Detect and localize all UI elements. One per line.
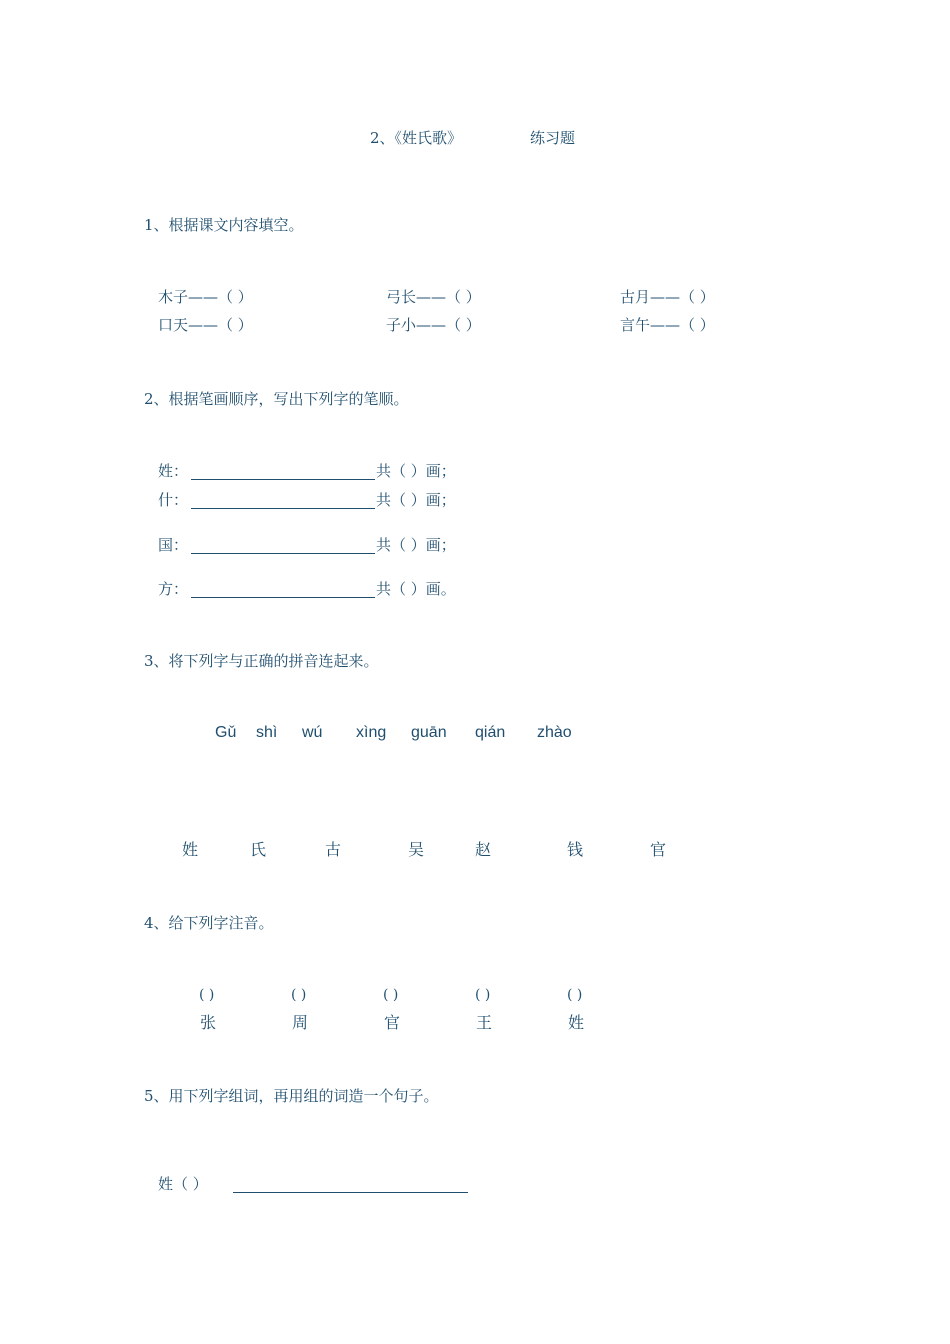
q2-row-char: 方：	[158, 580, 189, 598]
q2-row-char: 姓：	[158, 462, 189, 480]
stroke-order-blank	[191, 553, 375, 554]
q1-item: 弓长——（ ）	[386, 288, 481, 306]
q1-item: 木子——（ ）	[158, 288, 253, 306]
q2-row-tail: 共（ ）画；	[376, 462, 456, 480]
worksheet-title-suffix: 练习题	[530, 129, 576, 147]
pinyin-item: zhào	[537, 724, 572, 741]
q2-row-char: 什：	[158, 491, 189, 509]
stroke-order-blank	[191, 479, 375, 480]
pinyin-bracket: ( )	[199, 987, 215, 1003]
q2-row-tail: 共（ ）画；	[376, 491, 456, 509]
q1-item: 言午——（ ）	[620, 316, 715, 334]
match-char: 赵	[475, 840, 492, 859]
pinyin-bracket: ( )	[383, 987, 399, 1003]
q5-heading: 5、用下列字组词，再用组的词造一个句子。	[144, 1087, 439, 1105]
match-char: 姓	[182, 840, 199, 859]
sentence-blank	[233, 1192, 468, 1193]
pinyin-item: Gǔ	[215, 724, 237, 741]
annotate-char: 张	[200, 1013, 217, 1032]
q1-item: 子小——（ ）	[386, 316, 481, 334]
pinyin-bracket: ( )	[475, 987, 491, 1003]
annotate-char: 姓	[568, 1013, 585, 1032]
match-char: 古	[325, 840, 342, 859]
pinyin-item: xìng	[356, 724, 387, 741]
pinyin-bracket: ( )	[567, 987, 583, 1003]
annotate-char: 王	[476, 1013, 493, 1032]
stroke-order-blank	[191, 597, 375, 598]
pinyin-item: guān	[411, 724, 447, 741]
annotate-char: 周	[292, 1013, 309, 1032]
q1-heading: 1、根据课文内容填空。	[144, 216, 304, 234]
q3-heading: 3、将下列字与正确的拼音连起来。	[144, 652, 379, 670]
pinyin-bracket: ( )	[291, 987, 307, 1003]
stroke-order-blank	[191, 508, 375, 509]
pinyin-item: qián	[475, 724, 506, 741]
q2-row-tail: 共（ ）画；	[376, 536, 456, 554]
annotate-char: 官	[384, 1013, 401, 1032]
q2-row-char: 国：	[158, 536, 189, 554]
worksheet-title: 2、《姓氏歌》	[370, 129, 463, 147]
q2-row-tail: 共（ ）画。	[376, 580, 456, 598]
q1-item: 口天——（ ）	[158, 316, 253, 334]
q4-heading: 4、给下列字注音。	[144, 914, 274, 932]
match-char: 钱	[567, 840, 584, 859]
q2-heading: 2、根据笔画顺序，写出下列字的笔顺。	[144, 390, 409, 408]
match-char: 氏	[250, 840, 267, 859]
pinyin-item: shì	[256, 724, 278, 741]
pinyin-item: wú	[302, 724, 323, 741]
match-char: 吴	[408, 840, 425, 859]
match-char: 官	[650, 840, 667, 859]
q5-prompt: 姓（ ）	[158, 1175, 208, 1193]
q1-item: 古月——（ ）	[620, 288, 715, 306]
